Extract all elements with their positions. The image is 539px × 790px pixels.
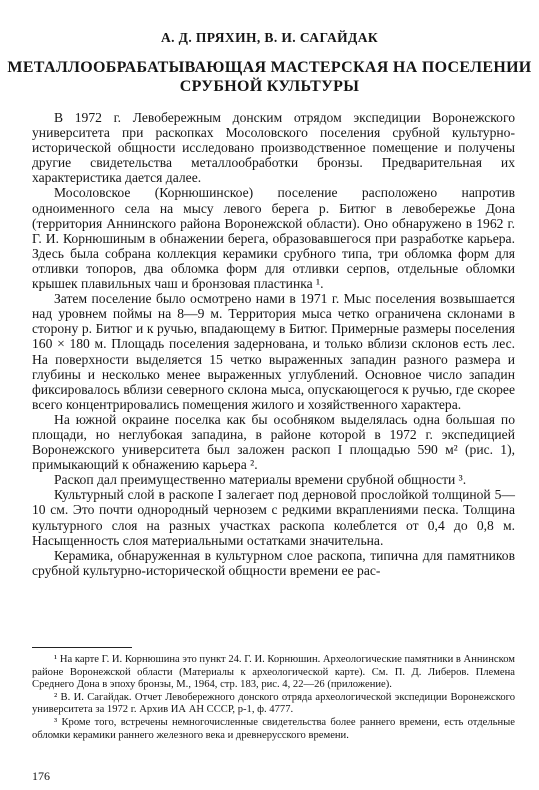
- footnote: ³ Кроме того, встречены немногочисленные свидетельства более раннего времени, есть отдельные обломки керамики раннего железного века и древнерусского времени.: [32, 716, 515, 741]
- page-number: 176: [32, 769, 50, 783]
- footnotes: [32, 654, 515, 742]
- article-title-line-1: МЕТАЛЛООБРАБАТЫВАЮЩАЯ МАСТЕРСКАЯ НА ПОСЕЛЕНИИ: [7, 59, 532, 76]
- body-paragraph: Мосоловское (Корнюшинское) поселение расположено напротив одноименного села на мысу левого берега р. Битюг в левобережье Дона (территория Аннинского района Воронежской области). Оно обнаружено в 1962 г. Г. И. Корнюшиным в обнажении берега, образовавшегося при разработке карьера. Здесь была собрана коллекция керамики срубного типа, три обломка форм для отливки топоров, два обломка форм для отливки серпов, отдельные обломки крышек плавильных чаш и бронзовая пластинка ¹.: [32, 185, 515, 292]
- body-paragraph: В 1972 г. Левобережным донским отрядом экспедиции Воронежского университета при раскопках Мосоловского поселения срубной культурно-исторической общности исследовано производственное помещение и получены другие свидетельства металлообработки бронзы. Предварительная их характеристика дается далее.: [32, 110, 515, 186]
- article-body: [32, 110, 515, 578]
- body-paragraph: Культурный слой в раскопе I залегает под дерновой прослойкой толщиной 5—10 см. Это почти однородный чернозем с редкими вкраплениями песка. Толщина культурного слоя на разных участках раскопа колеблется от 0,4 до 0,8 м. Насыщенность слоя материальными остатками значительна.: [32, 487, 515, 548]
- footnote-divider: [32, 647, 132, 648]
- body-paragraph: Затем поселение было осмотрено нами в 1971 г. Мыс поселения возвышается над уровнем поймы на 8—9 м. Территория мыса четко ограничена склонами в сторону р. Битюг и к ручью, впадающему в Битюг. Примерные размеры поселения 160 × 180 м. Площадь поселения задернована, и только вблизи склонов есть лес. На поверхности выделяется 15 четко выраженных западин разного размера и глубины и несколько менее выраженных углублений. Основное число западин фиксировалось вблизи северного склона мыса, опускающегося к ручью, где скорее всего концентрировались помещения жилого и хозяйственного характера.: [32, 291, 515, 412]
- body-paragraph: Раскоп дал преимущественно материалы времени срубной общности ³.: [54, 472, 467, 488]
- article-title: [0, 58, 539, 96]
- article-title-line-2: СРУБНОЙ КУЛЬТУРЫ: [179, 78, 360, 95]
- footnote: ¹ На карте Г. И. Корнюшина это пункт 24. Г. И. Корнюшин. Археологические памятники в Аннинском районе Воронежской области (Материалы к археологической карте). См. П. Д. Либеров. Племена Среднего Дона в эпоху бронзы, М., 1964, стр. 183, рис. 4, 22—26 (приложение).: [32, 654, 515, 691]
- body-paragraph: На южной окраине поселка как бы особняком выделялась одна большая по площади, но неглубокая западина, в районе которой в 1972 г. экспедицией Воронежского университета был заложен раскоп I площадью 590 м² (рис. 1), примыкающий к обнажению карьера ².: [32, 411, 515, 473]
- footnote: ² В. И. Сагайдак. Отчет Левобережного донского отряда археологической экспедиции Воронежского университета за 1972 г. Архив ИА АН СССР, р-1, ф. 4777.: [32, 691, 515, 716]
- article-authors: А. Д. ПРЯХИН, В. И. САГАЙДАК: [160, 30, 379, 45]
- body-paragraph: Керамика, обнаруженная в культурном слое раскопа, типична для памятников срубной культурно-исторической общности времени ее рас-: [32, 547, 515, 578]
